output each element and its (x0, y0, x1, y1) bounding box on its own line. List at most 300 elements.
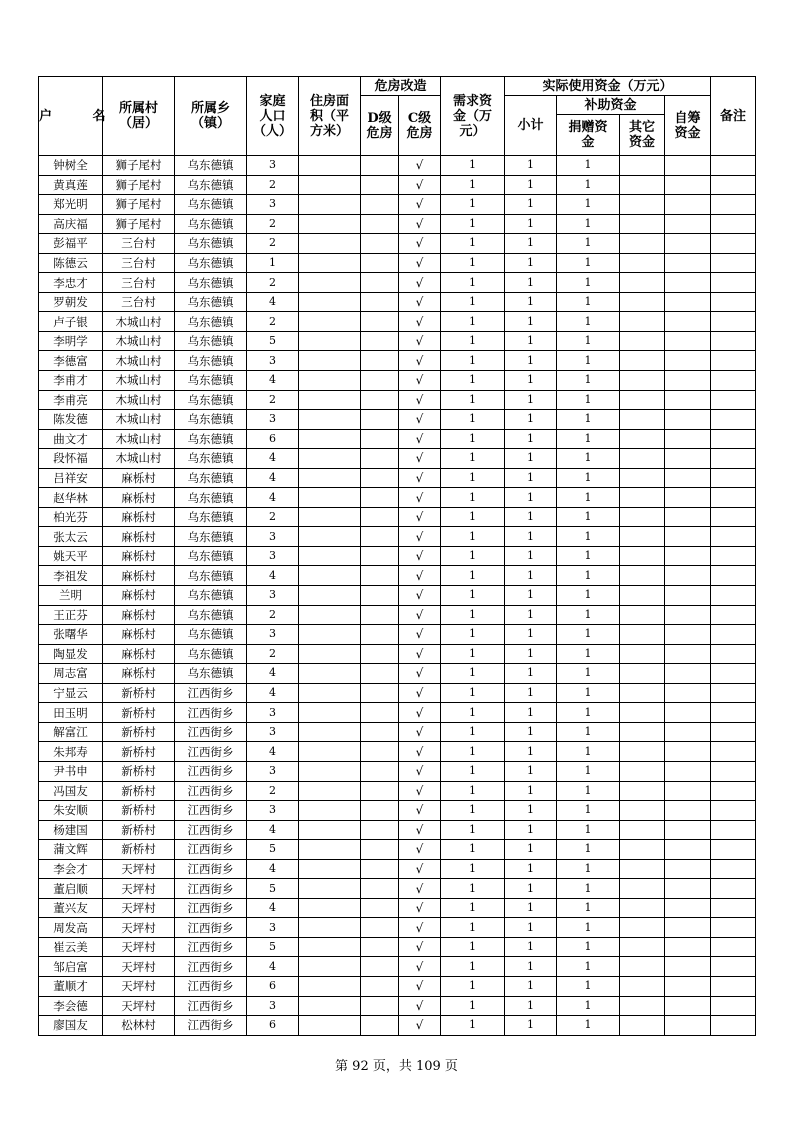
cell-d-level (361, 742, 399, 762)
cell-subtotal: 1 (505, 507, 557, 527)
cell-other-funds (620, 292, 665, 312)
cell-demand-funds: 1 (441, 468, 505, 488)
cell-housing-area (299, 586, 361, 606)
cell-township: 乌东德镇 (175, 449, 247, 469)
cell-other-funds (620, 156, 665, 176)
cell-name: 张曙华 (39, 625, 103, 645)
cell-self-raised (665, 664, 711, 684)
cell-name: 李德富 (39, 351, 103, 371)
cell-donation: 1 (557, 546, 620, 566)
cell-name: 廖国友 (39, 1016, 103, 1036)
cell-remark (711, 625, 756, 645)
cell-donation: 1 (557, 761, 620, 781)
cell-d-level (361, 449, 399, 469)
cell-housing-area (299, 996, 361, 1016)
cell-donation: 1 (557, 664, 620, 684)
cell-township: 乌东德镇 (175, 566, 247, 586)
cell-demand-funds: 1 (441, 371, 505, 391)
cell-other-funds (620, 937, 665, 957)
cell-other-funds (620, 742, 665, 762)
cell-c-level: √ (399, 527, 441, 547)
cell-housing-area (299, 331, 361, 351)
cell-housing-area (299, 976, 361, 996)
cell-subtotal: 1 (505, 390, 557, 410)
cell-subtotal: 1 (505, 488, 557, 508)
header-renovation: 危房改造 (361, 77, 441, 96)
cell-housing-area (299, 312, 361, 332)
cell-demand-funds: 1 (441, 566, 505, 586)
cell-donation: 1 (557, 996, 620, 1016)
cell-c-level: √ (399, 234, 441, 254)
cell-township: 乌东德镇 (175, 410, 247, 430)
cell-housing-area (299, 273, 361, 293)
table-row (39, 273, 756, 293)
cell-population: 3 (247, 703, 299, 723)
cell-housing-area (299, 371, 361, 391)
cell-self-raised (665, 449, 711, 469)
cell-population: 3 (247, 546, 299, 566)
cell-c-level: √ (399, 683, 441, 703)
cell-housing-area (299, 468, 361, 488)
table-row (39, 957, 756, 977)
table-row (39, 331, 756, 351)
cell-donation: 1 (557, 859, 620, 879)
cell-population: 5 (247, 331, 299, 351)
cell-housing-area (299, 1016, 361, 1036)
cell-donation: 1 (557, 879, 620, 899)
table-row (39, 722, 756, 742)
cell-township: 乌东德镇 (175, 331, 247, 351)
header-demand-funds: 需求资 金（万 元） (441, 77, 505, 156)
cell-other-funds (620, 898, 665, 918)
cell-population: 4 (247, 664, 299, 684)
cell-remark (711, 195, 756, 215)
cell-subtotal: 1 (505, 214, 557, 234)
cell-subtotal: 1 (505, 468, 557, 488)
cell-demand-funds: 1 (441, 527, 505, 547)
table-header (39, 77, 756, 156)
cell-self-raised (665, 371, 711, 391)
cell-name: 陶显发 (39, 644, 103, 664)
cell-village: 狮子尾村 (103, 195, 175, 215)
cell-township: 江西街乡 (175, 1016, 247, 1036)
cell-donation: 1 (557, 586, 620, 606)
cell-housing-area (299, 722, 361, 742)
cell-remark (711, 488, 756, 508)
cell-d-level (361, 371, 399, 391)
cell-township: 乌东德镇 (175, 507, 247, 527)
cell-housing-area (299, 644, 361, 664)
cell-housing-area (299, 820, 361, 840)
cell-c-level: √ (399, 488, 441, 508)
cell-demand-funds: 1 (441, 331, 505, 351)
cell-name: 宁显云 (39, 683, 103, 703)
header-actual-funds: 实际使用资金（万元） (505, 77, 711, 96)
cell-donation: 1 (557, 371, 620, 391)
cell-population: 3 (247, 410, 299, 430)
cell-donation: 1 (557, 429, 620, 449)
cell-d-level (361, 801, 399, 821)
cell-population: 6 (247, 429, 299, 449)
cell-population: 2 (247, 214, 299, 234)
cell-c-level: √ (399, 859, 441, 879)
cell-population: 4 (247, 468, 299, 488)
table-row (39, 390, 756, 410)
cell-donation: 1 (557, 292, 620, 312)
cell-c-level: √ (399, 566, 441, 586)
table-row (39, 566, 756, 586)
cell-village: 天坪村 (103, 957, 175, 977)
cell-subtotal: 1 (505, 527, 557, 547)
cell-population: 3 (247, 761, 299, 781)
cell-demand-funds: 1 (441, 937, 505, 957)
cell-d-level (361, 253, 399, 273)
cell-self-raised (665, 742, 711, 762)
cell-remark (711, 371, 756, 391)
cell-name: 田玉明 (39, 703, 103, 723)
cell-donation: 1 (557, 410, 620, 430)
cell-subtotal: 1 (505, 937, 557, 957)
cell-demand-funds: 1 (441, 156, 505, 176)
cell-other-funds (620, 273, 665, 293)
cell-subtotal: 1 (505, 781, 557, 801)
cell-housing-area (299, 527, 361, 547)
cell-demand-funds: 1 (441, 410, 505, 430)
cell-c-level: √ (399, 957, 441, 977)
table-row (39, 664, 756, 684)
cell-d-level (361, 1016, 399, 1036)
cell-housing-area (299, 625, 361, 645)
cell-name: 崔云美 (39, 937, 103, 957)
cell-d-level (361, 761, 399, 781)
cell-demand-funds: 1 (441, 625, 505, 645)
cell-subtotal: 1 (505, 156, 557, 176)
cell-subtotal: 1 (505, 879, 557, 899)
cell-c-level: √ (399, 390, 441, 410)
cell-housing-area (299, 703, 361, 723)
cell-population: 2 (247, 234, 299, 254)
cell-name: 董启顺 (39, 879, 103, 899)
cell-d-level (361, 644, 399, 664)
cell-housing-area (299, 683, 361, 703)
table-row (39, 507, 756, 527)
table-row (39, 781, 756, 801)
cell-c-level: √ (399, 449, 441, 469)
cell-township: 乌东德镇 (175, 488, 247, 508)
cell-other-funds (620, 390, 665, 410)
cell-donation: 1 (557, 175, 620, 195)
cell-donation: 1 (557, 195, 620, 215)
cell-d-level (361, 234, 399, 254)
cell-housing-area (299, 156, 361, 176)
cell-remark (711, 937, 756, 957)
cell-self-raised (665, 937, 711, 957)
cell-subtotal: 1 (505, 371, 557, 391)
cell-village: 麻栎村 (103, 546, 175, 566)
table-row (39, 234, 756, 254)
cell-demand-funds: 1 (441, 664, 505, 684)
cell-remark (711, 840, 756, 860)
cell-subtotal: 1 (505, 761, 557, 781)
cell-population: 4 (247, 371, 299, 391)
cell-remark (711, 859, 756, 879)
cell-village: 天坪村 (103, 918, 175, 938)
cell-remark (711, 429, 756, 449)
cell-other-funds (620, 253, 665, 273)
cell-d-level (361, 722, 399, 742)
cell-township: 江西街乡 (175, 996, 247, 1016)
cell-subtotal: 1 (505, 605, 557, 625)
cell-d-level (361, 331, 399, 351)
table-row (39, 546, 756, 566)
cell-housing-area (299, 840, 361, 860)
cell-village: 新桥村 (103, 840, 175, 860)
cell-township: 江西街乡 (175, 957, 247, 977)
cell-township: 江西街乡 (175, 722, 247, 742)
table-row (39, 371, 756, 391)
cell-population: 4 (247, 742, 299, 762)
cell-remark (711, 156, 756, 176)
cell-name: 高庆福 (39, 214, 103, 234)
cell-c-level: √ (399, 976, 441, 996)
cell-c-level: √ (399, 761, 441, 781)
cell-d-level (361, 918, 399, 938)
cell-demand-funds: 1 (441, 840, 505, 860)
cell-village: 麻栎村 (103, 527, 175, 547)
cell-population: 5 (247, 840, 299, 860)
cell-donation: 1 (557, 331, 620, 351)
cell-other-funds (620, 859, 665, 879)
cell-name: 兰明 (39, 586, 103, 606)
cell-self-raised (665, 801, 711, 821)
cell-subtotal: 1 (505, 820, 557, 840)
cell-subtotal: 1 (505, 625, 557, 645)
cell-donation: 1 (557, 527, 620, 547)
table-row (39, 820, 756, 840)
cell-village: 麻栎村 (103, 605, 175, 625)
cell-village: 木城山村 (103, 331, 175, 351)
cell-self-raised (665, 488, 711, 508)
cell-c-level: √ (399, 703, 441, 723)
cell-c-level: √ (399, 742, 441, 762)
cell-donation: 1 (557, 390, 620, 410)
cell-township: 乌东德镇 (175, 175, 247, 195)
cell-township: 乌东德镇 (175, 644, 247, 664)
cell-population: 4 (247, 566, 299, 586)
cell-township: 乌东德镇 (175, 527, 247, 547)
cell-demand-funds: 1 (441, 488, 505, 508)
cell-c-level: √ (399, 820, 441, 840)
cell-donation: 1 (557, 742, 620, 762)
cell-remark (711, 703, 756, 723)
cell-subtotal: 1 (505, 801, 557, 821)
cell-housing-area (299, 292, 361, 312)
table-row (39, 429, 756, 449)
cell-housing-area (299, 801, 361, 821)
cell-subtotal: 1 (505, 195, 557, 215)
cell-remark (711, 292, 756, 312)
cell-d-level (361, 156, 399, 176)
cell-d-level (361, 683, 399, 703)
cell-c-level: √ (399, 605, 441, 625)
cell-village: 麻栎村 (103, 586, 175, 606)
page-footer: 第 92 页，共 109 页 (335, 1059, 458, 1074)
cell-d-level (361, 820, 399, 840)
cell-donation: 1 (557, 683, 620, 703)
cell-name: 解富江 (39, 722, 103, 742)
cell-township: 江西街乡 (175, 859, 247, 879)
cell-self-raised (665, 761, 711, 781)
cell-other-funds (620, 351, 665, 371)
cell-housing-area (299, 449, 361, 469)
cell-population: 4 (247, 683, 299, 703)
cell-housing-area (299, 957, 361, 977)
cell-demand-funds: 1 (441, 722, 505, 742)
cell-other-funds (620, 234, 665, 254)
cell-name: 张太云 (39, 527, 103, 547)
cell-demand-funds: 1 (441, 292, 505, 312)
cell-village: 狮子尾村 (103, 156, 175, 176)
cell-subtotal: 1 (505, 312, 557, 332)
cell-population: 4 (247, 820, 299, 840)
cell-donation: 1 (557, 937, 620, 957)
cell-name: 李甫亮 (39, 390, 103, 410)
cell-housing-area (299, 488, 361, 508)
cell-d-level (361, 214, 399, 234)
cell-housing-area (299, 351, 361, 371)
cell-d-level (361, 996, 399, 1016)
cell-self-raised (665, 234, 711, 254)
cell-d-level (361, 898, 399, 918)
cell-village: 三台村 (103, 253, 175, 273)
cell-remark (711, 722, 756, 742)
cell-remark (711, 468, 756, 488)
cell-subtotal: 1 (505, 253, 557, 273)
cell-other-funds (620, 722, 665, 742)
cell-self-raised (665, 351, 711, 371)
cell-d-level (361, 292, 399, 312)
cell-remark (711, 898, 756, 918)
cell-housing-area (299, 566, 361, 586)
cell-name: 陈德云 (39, 253, 103, 273)
cell-d-level (361, 429, 399, 449)
cell-donation: 1 (557, 234, 620, 254)
cell-township: 乌东德镇 (175, 214, 247, 234)
cell-remark (711, 918, 756, 938)
cell-c-level: √ (399, 937, 441, 957)
cell-township: 江西街乡 (175, 703, 247, 723)
cell-self-raised (665, 644, 711, 664)
cell-demand-funds: 1 (441, 175, 505, 195)
cell-township: 乌东德镇 (175, 390, 247, 410)
cell-demand-funds: 1 (441, 801, 505, 821)
cell-self-raised (665, 898, 711, 918)
cell-donation: 1 (557, 566, 620, 586)
table-row (39, 761, 756, 781)
cell-subtotal: 1 (505, 331, 557, 351)
cell-d-level (361, 957, 399, 977)
cell-d-level (361, 664, 399, 684)
cell-c-level: √ (399, 429, 441, 449)
table-row (39, 586, 756, 606)
cell-d-level (361, 390, 399, 410)
cell-name: 朱邦寿 (39, 742, 103, 762)
cell-township: 江西街乡 (175, 918, 247, 938)
cell-name: 王正芬 (39, 605, 103, 625)
cell-other-funds (620, 644, 665, 664)
cell-other-funds (620, 566, 665, 586)
table-row (39, 175, 756, 195)
cell-subtotal: 1 (505, 840, 557, 860)
cell-name: 郑光明 (39, 195, 103, 215)
table-row (39, 898, 756, 918)
cell-village: 麻栎村 (103, 644, 175, 664)
cell-c-level: √ (399, 253, 441, 273)
cell-donation: 1 (557, 1016, 620, 1036)
cell-township: 乌东德镇 (175, 156, 247, 176)
cell-donation: 1 (557, 898, 620, 918)
cell-township: 乌东德镇 (175, 586, 247, 606)
cell-name: 周志富 (39, 664, 103, 684)
cell-donation: 1 (557, 488, 620, 508)
cell-d-level (361, 840, 399, 860)
table-row (39, 351, 756, 371)
cell-village: 麻栎村 (103, 664, 175, 684)
cell-township: 江西街乡 (175, 781, 247, 801)
cell-other-funds (620, 1016, 665, 1036)
cell-village: 木城山村 (103, 429, 175, 449)
cell-self-raised (665, 840, 711, 860)
table-row (39, 742, 756, 762)
cell-other-funds (620, 371, 665, 391)
cell-name: 周发高 (39, 918, 103, 938)
cell-housing-area (299, 742, 361, 762)
cell-self-raised (665, 722, 711, 742)
cell-name: 姚天平 (39, 546, 103, 566)
cell-housing-area (299, 664, 361, 684)
cell-township: 江西街乡 (175, 840, 247, 860)
table-row (39, 879, 756, 899)
table-row (39, 292, 756, 312)
header-name: 户 名 (39, 77, 103, 156)
cell-self-raised (665, 214, 711, 234)
cell-demand-funds: 1 (441, 390, 505, 410)
cell-donation: 1 (557, 468, 620, 488)
cell-self-raised (665, 312, 711, 332)
cell-township: 乌东德镇 (175, 429, 247, 449)
header-c-level: C级 危房 (399, 96, 441, 156)
cell-name: 钟树全 (39, 156, 103, 176)
cell-name: 蒲文辉 (39, 840, 103, 860)
cell-remark (711, 507, 756, 527)
cell-township: 江西街乡 (175, 801, 247, 821)
cell-population: 4 (247, 488, 299, 508)
cell-other-funds (620, 449, 665, 469)
cell-c-level: √ (399, 1016, 441, 1036)
cell-population: 3 (247, 586, 299, 606)
cell-remark (711, 761, 756, 781)
cell-subtotal: 1 (505, 976, 557, 996)
cell-c-level: √ (399, 312, 441, 332)
cell-donation: 1 (557, 722, 620, 742)
cell-population: 2 (247, 605, 299, 625)
cell-housing-area (299, 253, 361, 273)
cell-donation: 1 (557, 801, 620, 821)
cell-donation: 1 (557, 214, 620, 234)
cell-other-funds (620, 175, 665, 195)
cell-village: 麻栎村 (103, 488, 175, 508)
header-subtotal: 小计 (505, 96, 557, 156)
